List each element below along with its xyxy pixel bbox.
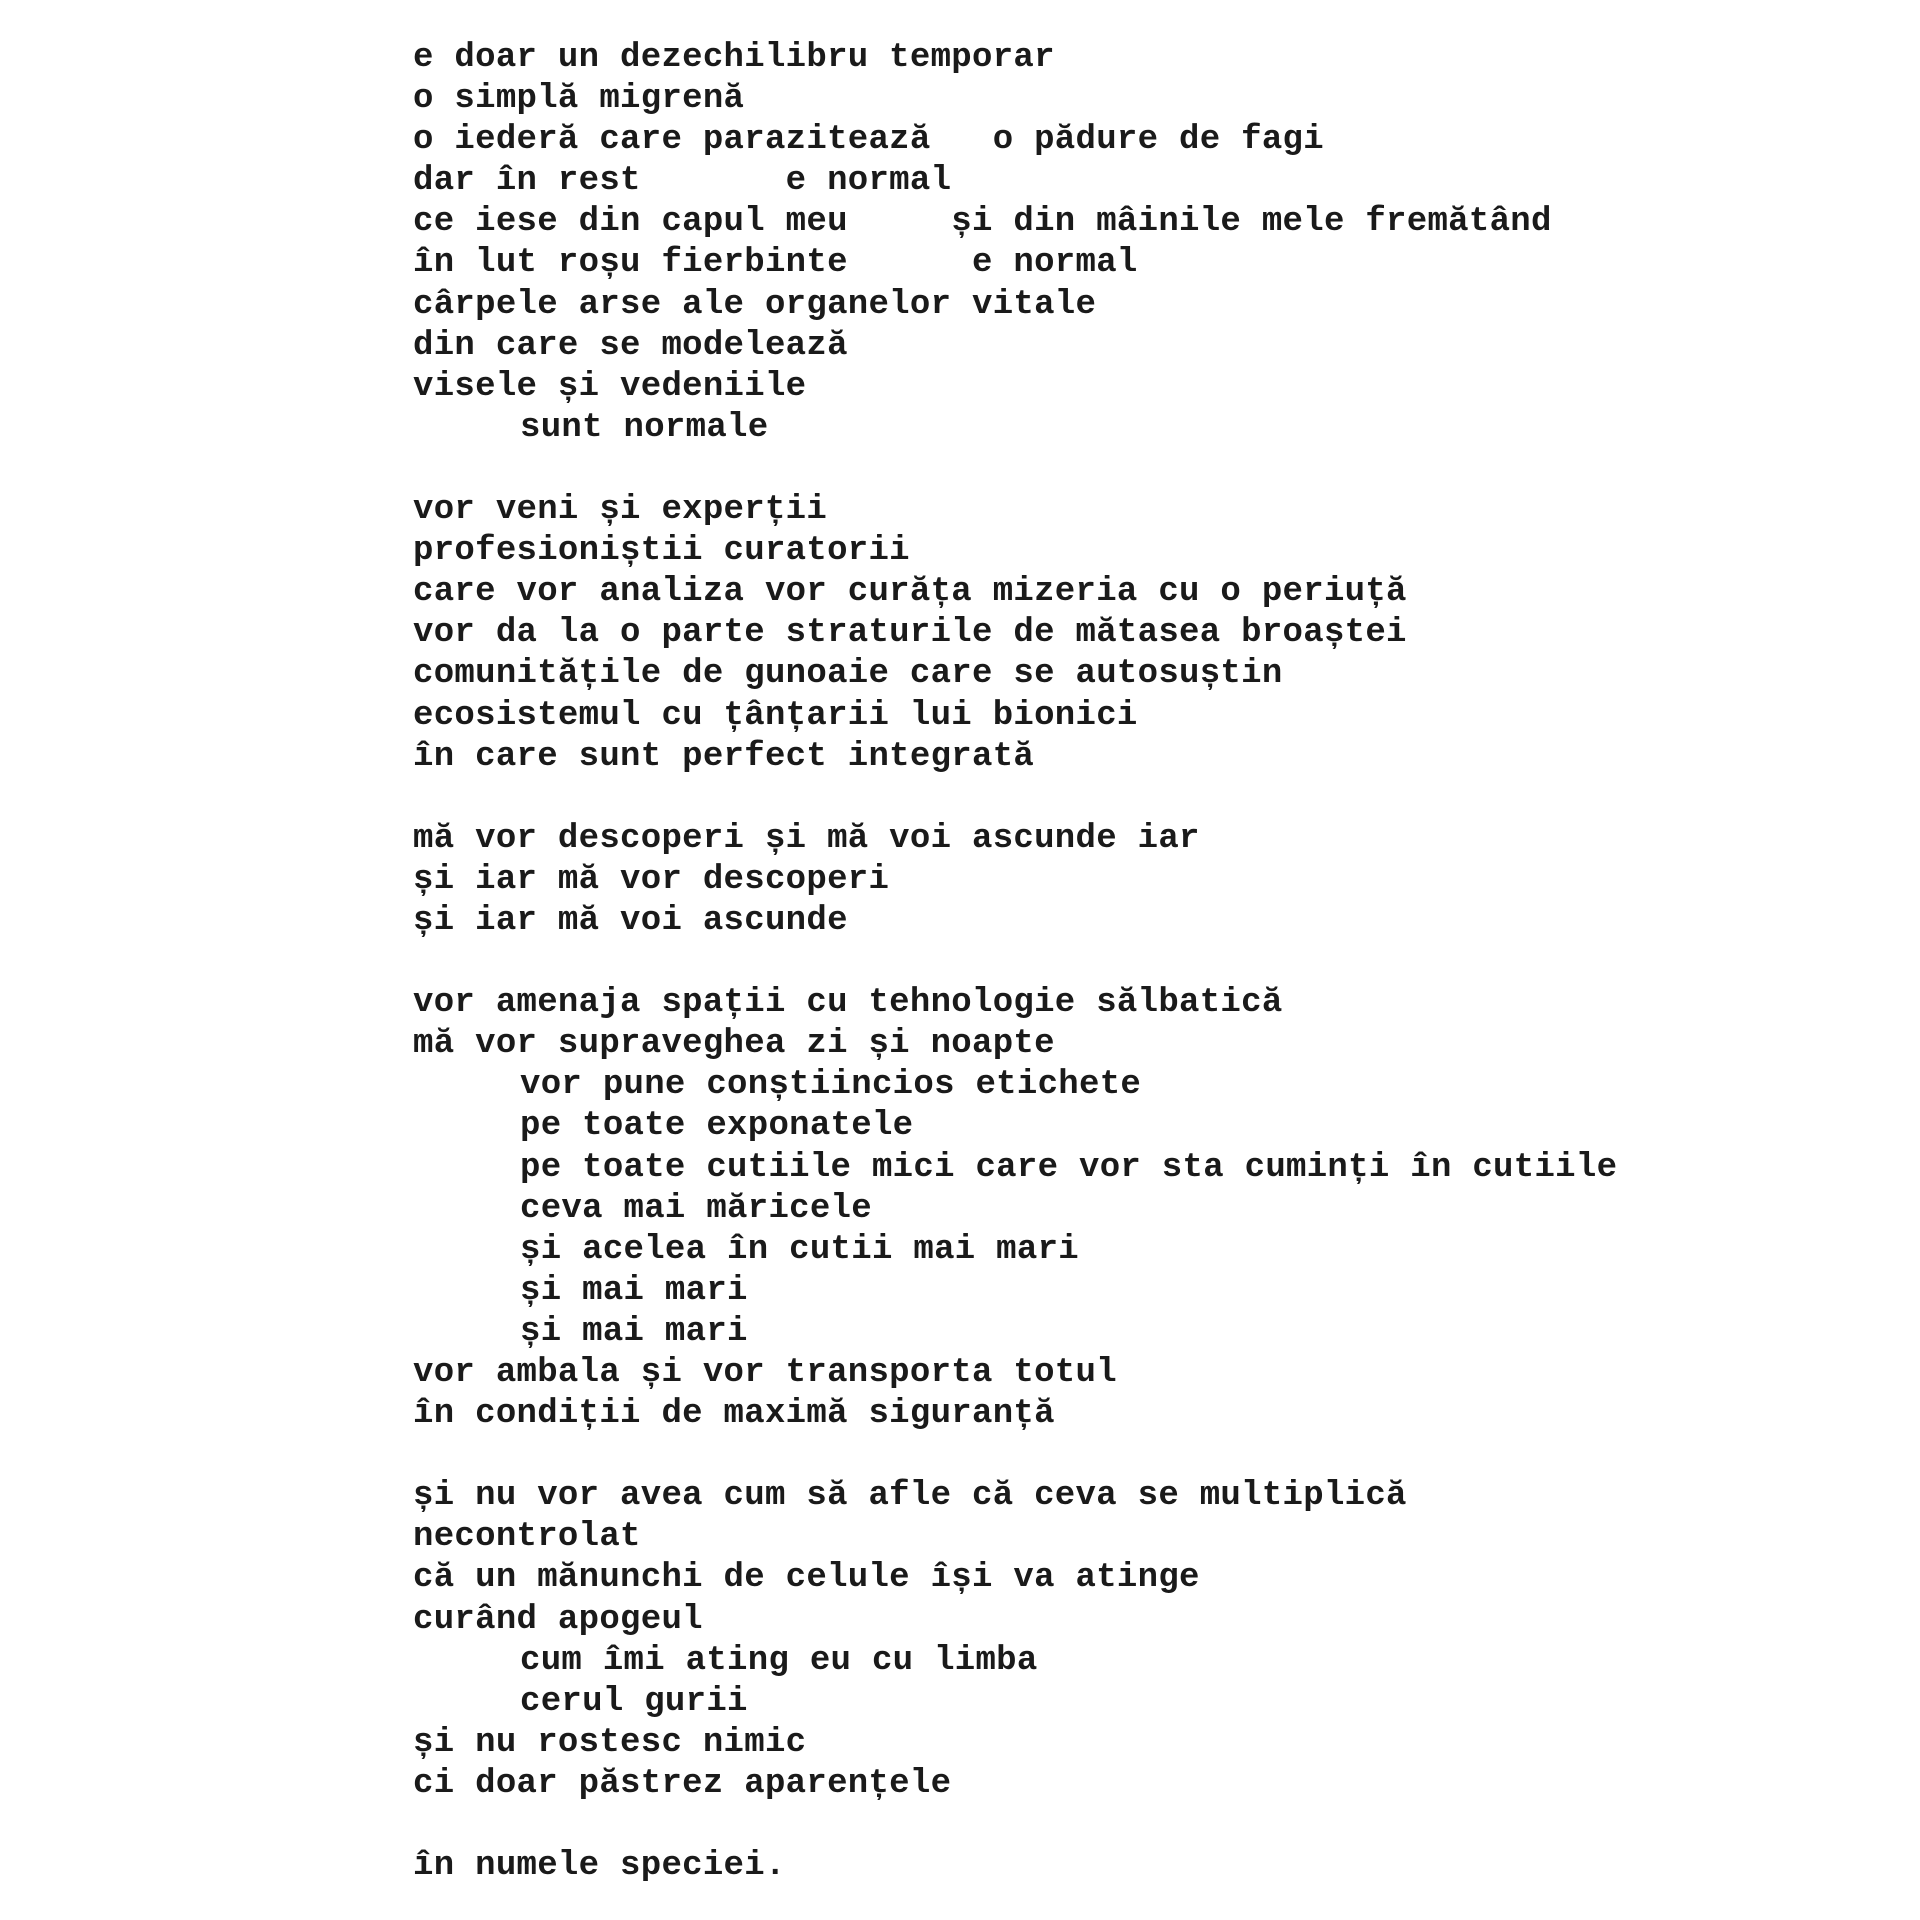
stanza-break — [413, 778, 1813, 819]
poem-line: și nu vor avea cum să afle că ceva se multiplică — [413, 1477, 1407, 1516]
poem-line: și iar mă voi ascunde — [413, 901, 848, 940]
poem-line: o iederă care parazitează o pădure de fagi — [413, 121, 1324, 160]
poem-line: care vor analiza vor curăța mizeria cu o periuță — [413, 573, 1407, 612]
poem-line: că un mănunchi de celule își va atinge — [413, 1559, 1200, 1598]
poem-line: cerul gurii — [520, 1682, 748, 1721]
poem-line: în numele speciei. — [413, 1847, 786, 1886]
poem-line: pe toate exponatele — [520, 1107, 914, 1146]
poem-line: și iar mă vor descoperi — [413, 860, 890, 899]
poem-line: o simplă migrenă — [413, 80, 745, 119]
poem-line: dar în rest e normal — [413, 162, 952, 201]
poem-line: visele și vedeniile — [413, 367, 807, 406]
poem-line: ecosistemul cu țânțarii lui bionici — [413, 696, 1138, 735]
poem-line: și nu rostesc nimic — [413, 1723, 807, 1762]
poem-line: mă vor supraveghea zi și noapte — [413, 1025, 1055, 1064]
stanza-break — [413, 449, 1813, 490]
poem-line: și mai mari — [520, 1271, 748, 1310]
poem-line: cum îmi ating eu cu limba — [520, 1641, 1038, 1680]
poem-line: vor amenaja spații cu tehnologie sălbatică — [413, 984, 1283, 1023]
poem-text-block — [413, 38, 1813, 1887]
stanza-break — [413, 1805, 1813, 1846]
poem-line: sunt normale — [520, 408, 769, 447]
poem-line: vor pune conștiincios etichete — [520, 1066, 1142, 1105]
poem-line: comunitățile de gunoaie care se autosuștin — [413, 655, 1283, 694]
poem-line: din care se modelează — [413, 326, 848, 365]
poem-line: ceva mai măricele — [520, 1189, 872, 1228]
poem-line: cârpele arse ale organelor vitale — [413, 285, 1097, 324]
poem-line: curând apogeul — [413, 1600, 703, 1639]
poem-line: vor da la o parte straturile de mătasea broaștei — [413, 614, 1407, 653]
poem-line: necontrolat — [413, 1518, 641, 1557]
poem-line: e doar un dezechilibru temporar — [413, 39, 1055, 77]
poem-line: vor ambala și vor transporta totul — [413, 1354, 1117, 1392]
poem-line: în condiții de maximă siguranță — [413, 1395, 1055, 1434]
poem-line: ce iese din capul meu și din mâinile mele fremătând — [413, 203, 1552, 242]
poem-line: ci doar păstrez aparențele — [413, 1764, 952, 1803]
poem-line: și mai mari — [520, 1312, 748, 1351]
stanza-break — [413, 1435, 1813, 1476]
poem-line: mă vor descoperi și mă voi ascunde iar — [413, 819, 1200, 858]
poem-line: în care sunt perfect integrată — [413, 737, 1035, 776]
poem-line: în lut roșu fierbinte e normal — [413, 244, 1138, 283]
poem-line: și acelea în cutii mai mari — [520, 1230, 1079, 1269]
poem-line: profesioniștii curatorii — [413, 532, 910, 571]
poem-line: pe toate cutiile mici care vor sta cuminți în cutiile — [520, 1148, 1618, 1187]
poem-line: vor veni și experții — [413, 491, 828, 530]
stanza-break — [413, 942, 1813, 983]
